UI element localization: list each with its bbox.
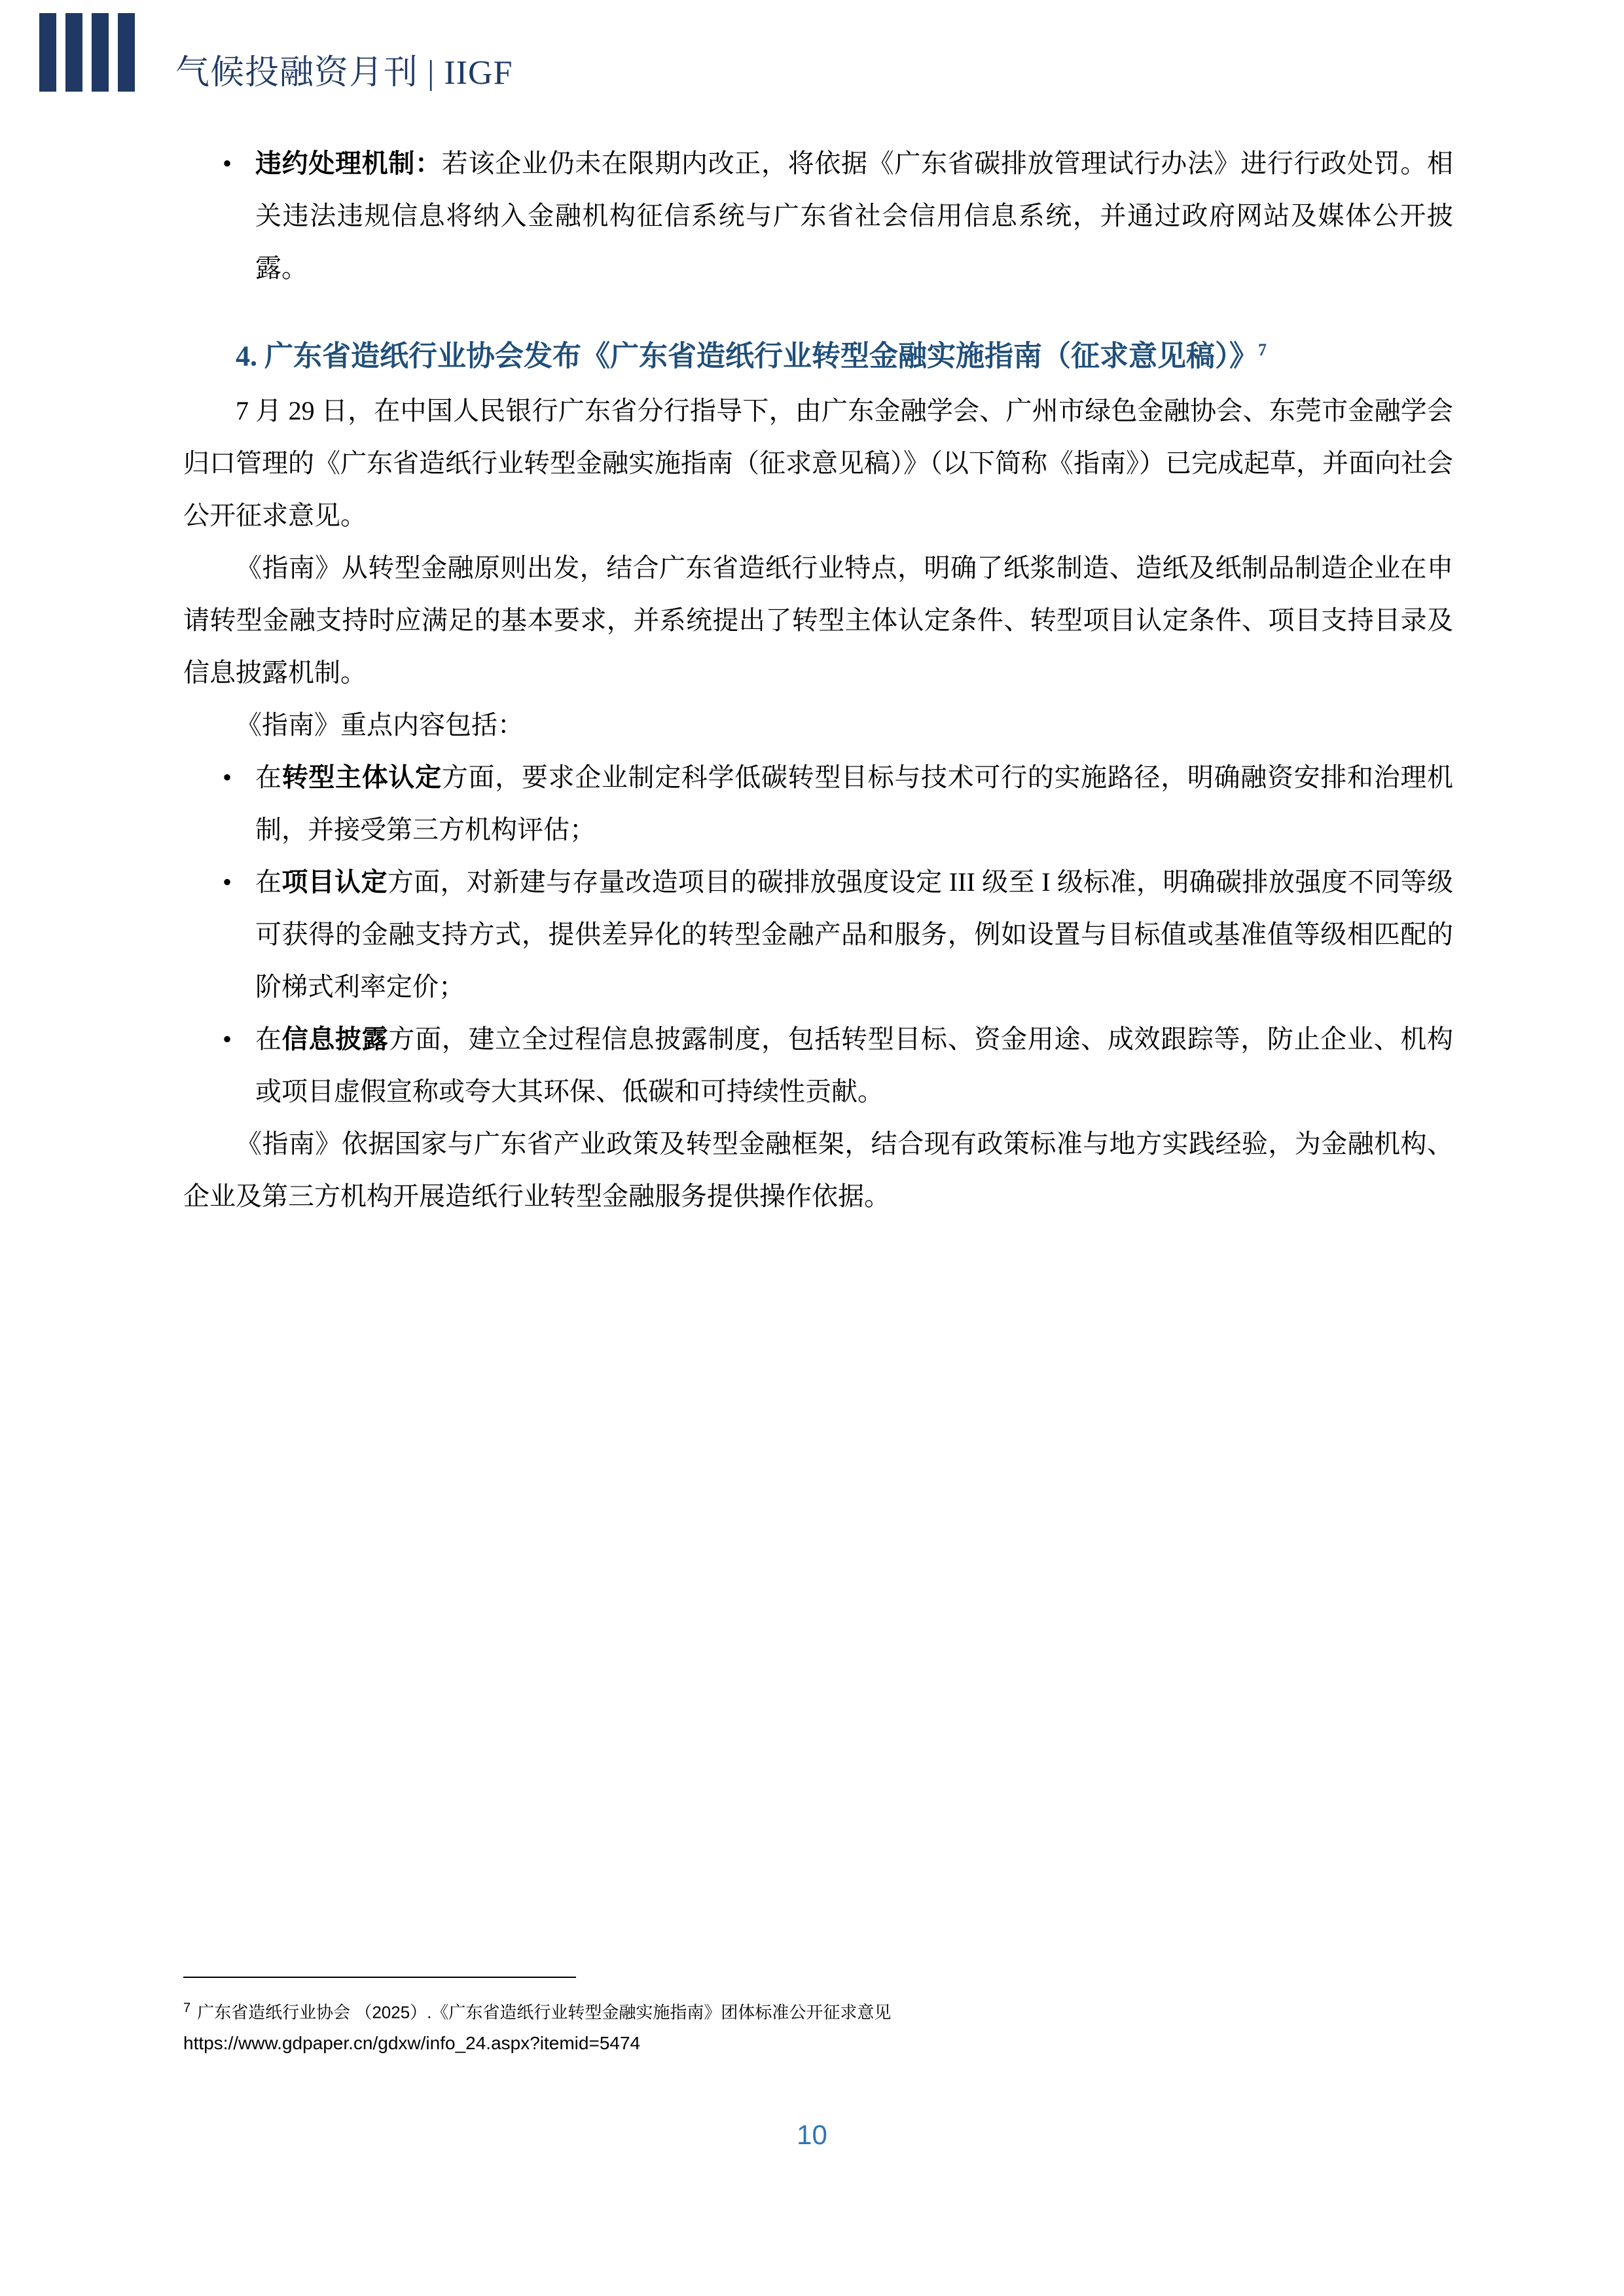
bullet-keyword: 转型主体认定 (281, 762, 442, 792)
paragraph-2: 《指南》从转型金融原则出发，结合广东省造纸行业特点，明确了纸浆制造、造纸及纸制品制造企业在申请转型金融支持时应满足的基本要求，并系统提出了转型主体认定条件、转型项目认定条件、项目支持目录及信息披露机制。 (183, 552, 1453, 687)
list-item (183, 856, 1453, 1013)
bullet-body-text: 若该企业仍未在限期内改正，将依据《广东省碳排放管理试行办法》进行行政处罚。相关违法违规信息将纳入金融机构征信系统与广东省社会信用信息系统，并通过政府网站及媒体公开披露。 (255, 149, 1454, 283)
bullet-keyword: 项目认定 (281, 867, 388, 897)
footnote-area (183, 1977, 1453, 2058)
footnote-body-text: 广东省造纸行业协会 （2025）.《广东省造纸行业转型金融实施指南》团体标准公开征求意见 (197, 2002, 892, 2022)
bullet-body-text: 方面，建立全过程信息披露制度，包括转型目标、资金用途、成效跟踪等，防止企业、机构或项目虚假宣称或夸大其环保、低碳和可持续性贡献。 (255, 1024, 1454, 1106)
list-item (183, 751, 1453, 856)
page-number: 10 (797, 2119, 827, 2150)
footnote-separator (183, 1977, 576, 1978)
header-bar-2 (65, 13, 82, 92)
bullet-marker: • (223, 1024, 232, 1054)
footnote-reference[interactable]: 7 (1258, 340, 1267, 359)
paragraph-1: 7 月 29 日，在中国人民银行广东省分行指导下，由广东金融学会、广州市绿色金融协会、东莞市金融学会归口管理的《广东省造纸行业转型金融实施指南（征求意见稿）》（以下简称《指南》）已完成起草，并面向社会公开征求意见。 (183, 395, 1453, 530)
list-item (183, 137, 1453, 295)
bullet-marker: • (223, 149, 232, 178)
footnote-marker: 7 (183, 2001, 191, 2015)
footnote-url[interactable]: https://www.gdpaper.cn/gdxw/info_24.aspx?itemid=5474 (183, 2032, 641, 2053)
bullet-prefix: 在 (255, 1024, 282, 1054)
list-item (183, 1013, 1453, 1118)
top-bullet-list (183, 137, 1453, 295)
bullet-body-text: 方面，要求企业制定科学低碳转型目标与技术可行的实施路径，明确融资安排和治理机制，并接受第三方机构评估； (255, 762, 1454, 844)
document-content (183, 137, 1453, 1223)
bullet-prefix: 在 (255, 762, 282, 792)
bullet-marker: • (223, 867, 232, 897)
paragraph-3: 《指南》重点内容包括： (236, 709, 524, 740)
footnote-entry (183, 1992, 1453, 2028)
header-bars-decoration (39, 13, 135, 92)
header-bar-4 (118, 13, 135, 92)
section-heading-text: 4. 广东省造纸行业协会发布《广东省造纸行业转型金融实施指南（征求意见稿）》 (236, 340, 1258, 372)
header-bar-3 (92, 13, 109, 92)
sub-bullet-list (183, 751, 1453, 1118)
header-title: 气候投融资月刊 | IIGF (175, 54, 513, 92)
bullet-prefix: 在 (255, 867, 282, 897)
page-header (0, 0, 1624, 137)
bullet-body-text: 方面，对新建与存量改造项目的碳排放强度设定 III 级至 I 级标准，明确碳排放强度不同等级可获得的金融支持方式，提供差异化的转型金融产品和服务，例如设置与目标值或基准值等级相匹配的阶梯式利率定价； (255, 867, 1454, 1001)
header-bar-1 (39, 13, 56, 92)
bullet-marker: • (223, 762, 232, 792)
bullet-lead-label: 违约处理机制： (255, 149, 442, 178)
paragraph-4: 《指南》依据国家与广东省产业政策及转型金融框架，结合现有政策标准与地方实践经验，为金融机构、企业及第三方机构开展造纸行业转型金融服务提供操作依据。 (183, 1128, 1453, 1211)
section-heading (183, 322, 1453, 385)
bullet-keyword: 信息披露 (281, 1024, 389, 1054)
